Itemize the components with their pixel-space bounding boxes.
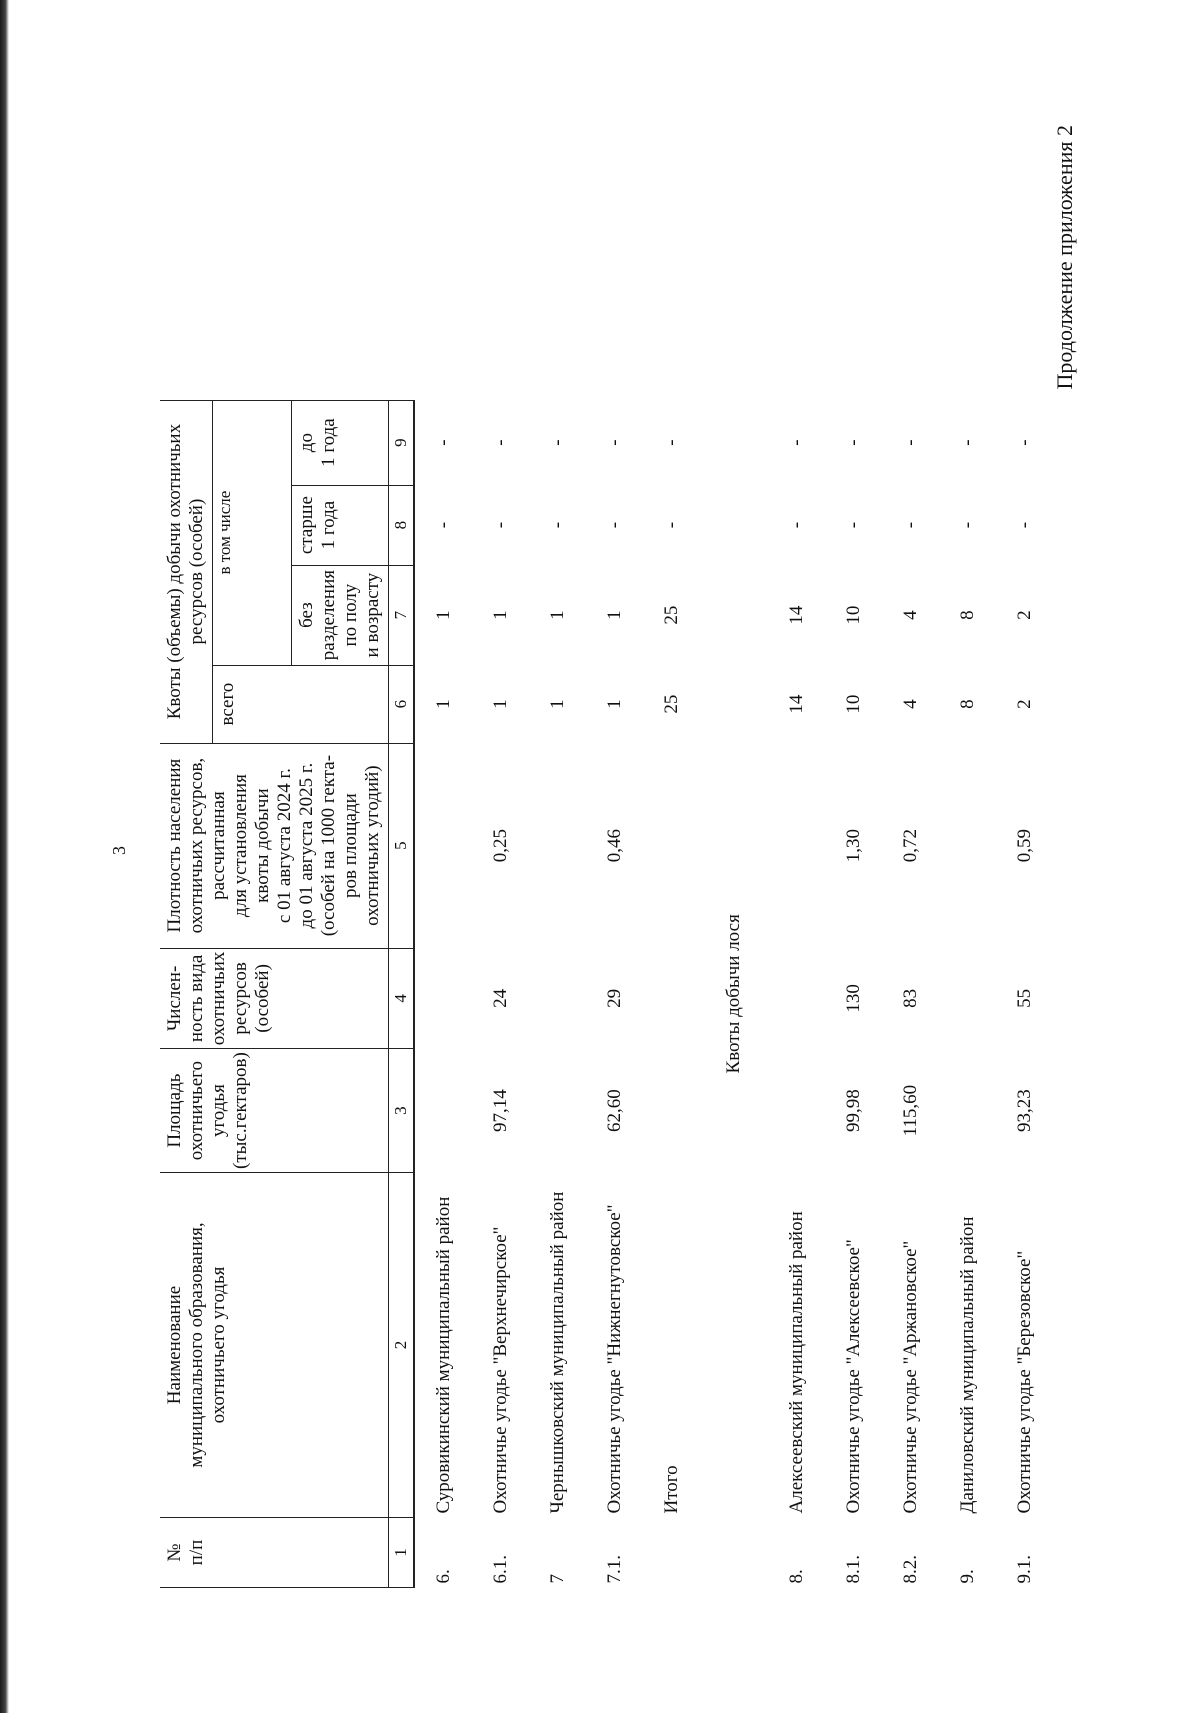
header-no-division: без разделения по полу и возрасту	[292, 565, 389, 665]
row-total: 1	[546, 699, 568, 709]
header-younger: до 1 года	[292, 400, 389, 485]
header-quota-group: Квоты (объемы) добычи охотничьих ресурсов (особей)	[160, 400, 213, 743]
header-name: Наименование муниципального образования, охотничьего угодья	[160, 1173, 389, 1518]
table-row	[825, 400, 882, 1587]
row-area: 115,60	[899, 1084, 921, 1137]
row-density	[529, 743, 586, 948]
row-older: -	[956, 521, 978, 529]
section-title: Квоты добычи лося	[723, 914, 744, 1074]
column-number: 6	[389, 665, 415, 743]
header-density: Плотность населения охотничьих ресурсов, рассчитанная для установления квоты добычи с 01 августа 2024 г. до 01 августа 2025 г. (особей на 1000 гекта- ров площади охотничьих угодий)	[160, 743, 389, 948]
header-count: Числен- ность вида охотничьих ресурсов (особей)	[160, 948, 389, 1049]
header-total: всего	[213, 665, 389, 743]
row-count	[643, 948, 700, 1049]
row-total: 25	[660, 694, 682, 714]
row-number: 7	[546, 1574, 568, 1584]
row-older: -	[660, 521, 682, 529]
row-no-division: 25	[660, 605, 682, 625]
row-younger: -	[432, 439, 454, 446]
table-row	[939, 400, 996, 1587]
row-area: 93,23	[1013, 1089, 1035, 1132]
row-younger: -	[899, 439, 921, 446]
row-count	[939, 948, 996, 1049]
row-older: -	[1013, 521, 1035, 529]
row-count: 24	[489, 988, 511, 1008]
row-no-division: 4	[899, 610, 921, 620]
row-name: Охотничье угодье "Верхнечирское"	[489, 1226, 511, 1514]
row-number: 8.2.	[899, 1555, 921, 1584]
row-area	[414, 1049, 472, 1173]
row-count: 55	[1013, 988, 1035, 1008]
row-number: 8.1.	[842, 1555, 864, 1584]
header-including: в том числе	[213, 400, 292, 665]
row-older: -	[899, 521, 921, 529]
row-name: Итого	[660, 1465, 682, 1514]
row-older: -	[432, 521, 454, 529]
page-number: 3	[109, 846, 129, 855]
row-density: 0,59	[1013, 828, 1035, 863]
row-name: Даниловский муниципальный район	[956, 1216, 978, 1514]
row-area	[768, 1049, 825, 1173]
row-number: 8.	[785, 1569, 807, 1584]
row-number: 7.1.	[603, 1555, 625, 1584]
row-name: Охотничье угодье "Нижнегнутовское"	[603, 1204, 625, 1514]
table-row	[882, 400, 939, 1587]
row-count	[414, 948, 472, 1049]
row-number: 6.	[432, 1569, 454, 1584]
row-name: Охотничье угодье "Аржановское"	[899, 1240, 921, 1514]
row-name: Чернышковский муниципальный район	[546, 1191, 568, 1514]
row-number: 6.1.	[489, 1555, 511, 1584]
row-total: 14	[785, 694, 807, 714]
row-name: Алексеевский муниципальный район	[785, 1211, 807, 1514]
table-row	[768, 400, 825, 1587]
row-area	[529, 1049, 586, 1173]
table-row	[586, 400, 643, 1587]
row-density	[414, 743, 472, 948]
table-row	[996, 400, 1053, 1587]
row-older: -	[785, 521, 807, 529]
row-density: 1,30	[842, 828, 864, 863]
row-older: -	[603, 521, 625, 529]
row-no-division: 1	[546, 610, 568, 620]
header-row	[160, 400, 213, 1587]
row-area: 97,14	[489, 1089, 511, 1132]
row-area: 62,60	[603, 1089, 625, 1132]
row-total: 10	[842, 694, 864, 714]
column-number: 5	[389, 743, 415, 948]
row-name: Суровикинский муниципальный район	[432, 1196, 454, 1514]
row-total: 1	[432, 699, 454, 709]
column-number: 8	[389, 485, 415, 565]
column-number: 1	[389, 1518, 415, 1588]
row-older: -	[546, 521, 568, 529]
header-older: старше 1 года	[292, 485, 389, 565]
row-no-division: 8	[956, 610, 978, 620]
row-younger: -	[956, 439, 978, 446]
row-number: 9.1.	[1013, 1555, 1035, 1584]
table-row	[472, 400, 529, 1587]
column-number: 3	[389, 1049, 415, 1173]
row-total: 1	[489, 699, 511, 709]
row-total: 4	[899, 699, 921, 709]
row-younger: -	[842, 439, 864, 446]
row-older: -	[842, 521, 864, 529]
row-name: Охотничье угодье "Алексеевское"	[842, 1239, 864, 1514]
column-number: 9	[389, 400, 415, 485]
row-number: 9.	[956, 1569, 978, 1584]
row-older: -	[489, 521, 511, 529]
row-no-division: 2	[1013, 610, 1035, 620]
row-count: 130	[842, 984, 864, 1013]
row-density	[768, 743, 825, 948]
row-no-division: 1	[603, 610, 625, 620]
row-count: 83	[899, 988, 921, 1008]
row-no-division: 1	[432, 610, 454, 620]
column-number: 7	[389, 565, 415, 665]
row-younger: -	[603, 439, 625, 446]
row-count	[768, 948, 825, 1049]
row-younger: -	[546, 439, 568, 446]
row-density: 0,25	[489, 828, 511, 863]
row-density: 0,46	[603, 828, 625, 863]
row-area	[939, 1049, 996, 1173]
row-density	[939, 743, 996, 948]
table-row	[414, 400, 472, 1587]
row-total: 2	[1013, 699, 1035, 709]
row-count	[529, 948, 586, 1049]
row-total: 1	[603, 699, 625, 709]
row-no-division: 14	[785, 605, 807, 625]
row-younger: -	[489, 439, 511, 446]
column-number: 2	[389, 1173, 415, 1518]
row-younger: -	[785, 439, 807, 446]
row-number	[643, 1518, 700, 1588]
row-younger: -	[660, 439, 682, 446]
row-density	[643, 743, 700, 948]
section-row	[700, 400, 768, 1587]
row-area	[643, 1049, 700, 1173]
row-total: 8	[956, 699, 978, 709]
header-area: Площадь охотничьего угодья (тыс.гектаров)	[160, 1049, 389, 1173]
row-younger: -	[1013, 439, 1035, 446]
row-no-division: 1	[489, 610, 511, 620]
column-number: 4	[389, 948, 415, 1049]
header-number: № п/п	[160, 1518, 389, 1588]
table-row	[529, 400, 586, 1587]
continuation-label: Продолжение приложения 2	[1052, 125, 1077, 390]
row-no-division: 10	[842, 605, 864, 625]
row-area: 99,98	[842, 1089, 864, 1132]
quota-table	[160, 400, 1053, 1588]
row-count: 29	[603, 988, 625, 1008]
row-density: 0,72	[899, 828, 921, 863]
column-numbers-row	[389, 400, 415, 1587]
table-row-total	[643, 400, 700, 1587]
row-name: Охотничье угодье "Березовское"	[1013, 1250, 1035, 1514]
